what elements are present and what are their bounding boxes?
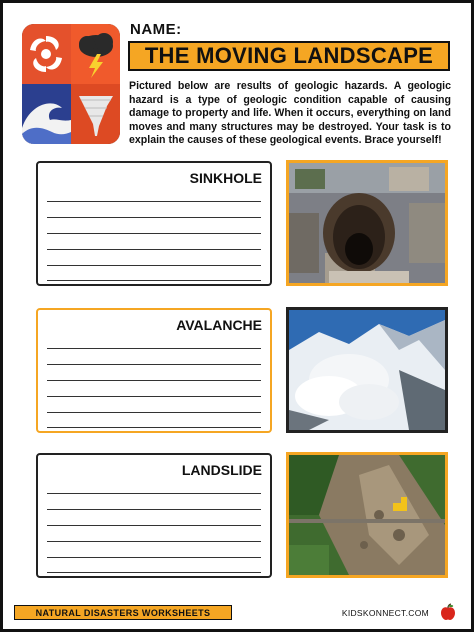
avalanche-label: AVALANCHE [176,317,262,333]
sinkhole-photo [286,160,448,286]
avalanche-answer-box[interactable] [36,308,272,433]
writing-line [47,201,261,202]
writing-line [47,380,261,381]
brand-text: KIDSKONNECT.COM [341,608,429,618]
natural-disasters-icon-tile [22,24,120,144]
writing-line [47,493,261,494]
writing-line [47,217,261,218]
writing-line [47,280,261,281]
writing-line [47,427,261,428]
intro-paragraph: Pictured below are results of geologic hazards. A geologic hazard is a type of geologic condition capable of causing damage to property and life. When it occurs, everything on land moves and many structures may be destroyed. Your task is to explain the causes of these geological events. Brace yourself! [129,80,451,146]
writing-line [47,509,261,510]
writing-line [47,364,261,365]
writing-line [47,348,261,349]
hurricane-icon [22,24,71,84]
writing-line [47,525,261,526]
title-banner [128,41,450,71]
writing-line [47,412,261,413]
writing-line [47,572,261,573]
wave-icon [22,84,71,144]
writing-line [47,541,261,542]
writing-line [47,265,261,266]
name-label: NAME: [130,21,182,38]
avalanche-photo [286,307,448,433]
landslide-photo [286,452,448,578]
series-label: NATURAL DISASTERS WORKSHEETS [35,607,211,618]
page-title: THE MOVING LANDSCAPE [144,43,434,68]
writing-line [47,557,261,558]
apple-icon [439,603,457,621]
sinkhole-label: SINKHOLE [189,170,262,186]
sinkhole-answer-box[interactable] [36,161,272,286]
writing-line [47,396,261,397]
landslide-label: LANDSLIDE [181,462,262,478]
writing-line [47,233,261,234]
tornado-icon [71,84,120,144]
storm-cloud-icon [71,24,120,84]
writing-line [47,249,261,250]
series-tag [14,605,232,620]
landslide-answer-box[interactable] [36,453,272,578]
